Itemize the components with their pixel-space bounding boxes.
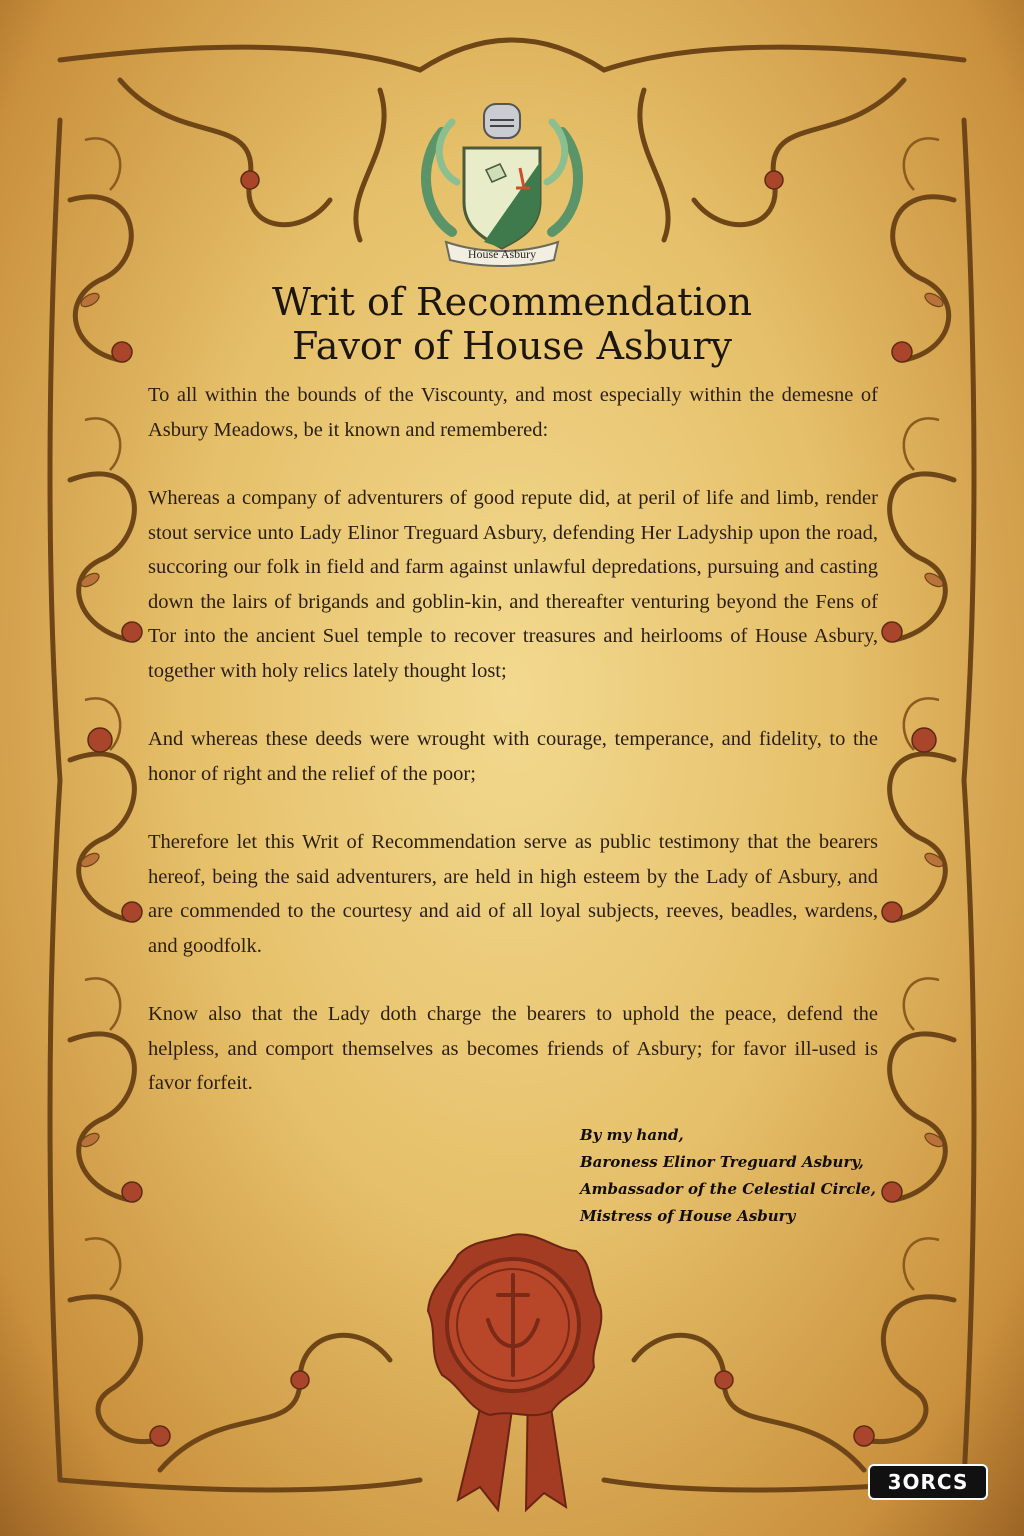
- crest-banner-text: House Asbury: [467, 247, 537, 261]
- paragraph: Know also that the Lady doth charge the bearers to uphold the peace, defend the helpless, and comport themselves as becomes friends of Asbury; for favor ill-used is favor forfeit.: [148, 1003, 878, 1094]
- document-title: [150, 280, 874, 368]
- house-crest-icon: [412, 92, 592, 272]
- paragraph: To all within the bounds of the Viscounty, and most especially within the demesne of Asbury Meadows, be it known and remembered:: [148, 384, 878, 441]
- paragraph: And whereas these deeds were wrought with courage, temperance, and fidelity, to the honor of right and the relief of the poor;: [148, 728, 878, 785]
- signature-line-3: Ambassador of the Celestial Circle,: [580, 1180, 876, 1198]
- signature-line-2: Baroness Elinor Treguard Asbury,: [580, 1153, 864, 1171]
- signature-block: [580, 1122, 900, 1230]
- wax-seal-icon: [418, 1225, 608, 1515]
- signature-line-4: Mistress of House Asbury: [580, 1207, 796, 1225]
- title-line-1: Writ of Recommendation: [271, 280, 753, 324]
- title-line-2: Favor of House Asbury: [292, 324, 732, 368]
- publisher-logo: 3ORCS: [868, 1464, 988, 1500]
- signature-line-1: By my hand,: [580, 1126, 684, 1144]
- writ-body: [148, 378, 878, 1101]
- paragraph: Whereas a company of adventurers of good repute did, at peril of life and limb, render stout service unto Lady Elinor Treguard Asbury, defending Her Ladyship upon the road, succoring our folk in field and farm against unlawful depredations, pursuing and casting down the lairs of brigands and goblin-kin, and thereafter venturing beyond the Fens of Tor into the ancient Suel temple to recover treasures and heirlooms of House Asbury, together with holy relics lately thought lost;: [148, 487, 878, 682]
- paragraph: Therefore let this Writ of Recommendation serve as public testimony that the bearers hereof, being the said adventurers, are held in high esteem by the Lady of Asbury, and are commended to the courtesy and aid of all loyal subjects, reeves, beadles, wardens, and goodfolk.: [148, 831, 878, 957]
